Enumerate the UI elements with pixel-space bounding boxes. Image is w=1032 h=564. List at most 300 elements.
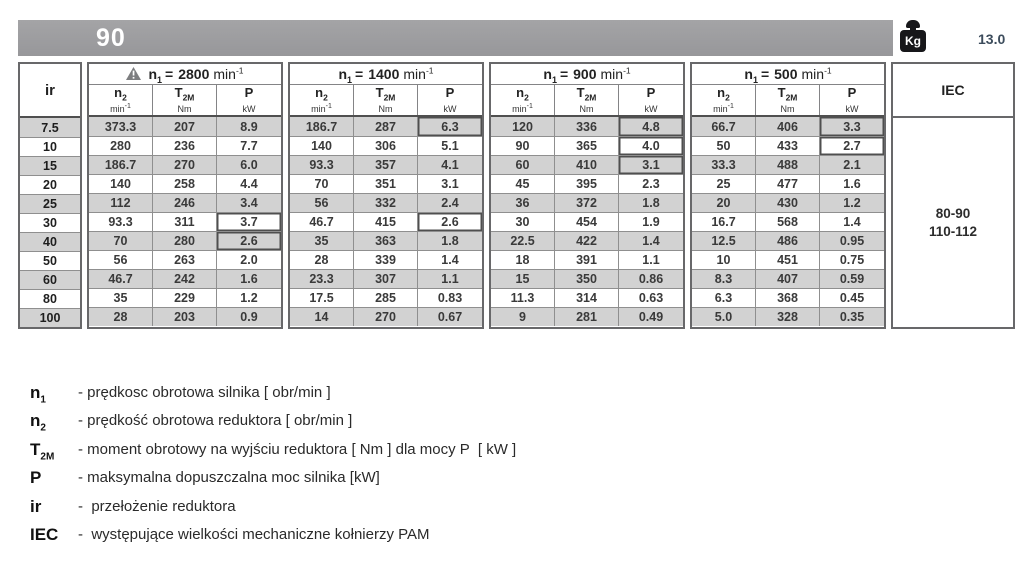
weight-indicator: [898, 18, 1023, 60]
column-header: [418, 85, 482, 115]
table-cell: 14: [290, 307, 354, 326]
model-number: 90: [96, 24, 126, 52]
table-cell: 488: [756, 155, 820, 174]
column-header: [217, 85, 281, 115]
n1-unit: min: [600, 66, 624, 82]
legend-symbol: [30, 441, 78, 462]
n1-value: 900: [573, 66, 597, 82]
column-symbol: [516, 86, 529, 102]
legend-item: [30, 469, 516, 490]
column-header: [290, 85, 354, 115]
table-cell: 186.7: [89, 155, 153, 174]
table-cell: 395: [555, 174, 619, 193]
table-cell: 186.7: [290, 117, 354, 136]
legend-sym-sub: 2M: [40, 451, 55, 463]
table-cell: 0.9: [217, 307, 281, 326]
table-cell: 28: [290, 250, 354, 269]
table-cell: 451: [756, 250, 820, 269]
ir-value: 7.5: [20, 118, 80, 137]
table-cell: 203: [153, 307, 217, 326]
n1-unit-sup: -1: [425, 65, 434, 76]
group-header: [491, 64, 683, 85]
table-cell: 45: [491, 174, 555, 193]
table-cell: 0.35: [820, 307, 884, 326]
col-unit: Nm: [579, 103, 594, 114]
column-unit: [178, 103, 192, 114]
iec-value: 110-112: [928, 223, 978, 239]
column-symbol: [245, 86, 254, 102]
column-symbol: [848, 86, 857, 102]
n1-symbol: n: [148, 66, 158, 82]
n1-value: 1400: [368, 66, 400, 82]
col-unit-sup: -1: [727, 102, 734, 110]
table-cell: 306: [354, 136, 418, 155]
table-cell: 285: [354, 288, 418, 307]
weight-value: 13.0: [978, 31, 1006, 47]
n1-unit-sup: -1: [824, 65, 832, 76]
column-symbol: [376, 86, 396, 102]
column-symbol: [315, 86, 328, 102]
legend-symbol: [30, 498, 78, 519]
group-header: [692, 64, 884, 85]
ir-value: 25: [20, 194, 80, 213]
table-cell: 0.86: [619, 269, 683, 288]
legend-item: [30, 384, 516, 405]
col-unit: min: [713, 103, 728, 114]
col-sym: P: [847, 85, 857, 101]
table-cell: 140: [290, 136, 354, 155]
column-symbol: [778, 86, 798, 102]
table-cell: 307: [354, 269, 418, 288]
col-sym: T: [777, 85, 786, 101]
column-header: [619, 85, 683, 115]
column-header: [354, 85, 418, 115]
table-cell: 0.75: [820, 250, 884, 269]
table-cell: 328: [756, 307, 820, 326]
n1-unit: min: [801, 66, 825, 82]
table-cell: 270: [153, 155, 217, 174]
col-sym: n: [315, 85, 324, 101]
header-bar: [18, 20, 893, 56]
table-cell: 339: [354, 250, 418, 269]
table-cell: 229: [153, 288, 217, 307]
table-cell: 2.7: [820, 136, 884, 155]
n1-symbol-sub: 1: [157, 74, 163, 85]
table-cell: 0.63: [619, 288, 683, 307]
table-cell: 93.3: [290, 155, 354, 174]
table-cell: 66.7: [692, 117, 756, 136]
table-cell: 28: [89, 307, 153, 326]
table-cell: 6.0: [217, 155, 281, 174]
table-cell: 7.7: [217, 136, 281, 155]
column-headers: [692, 85, 884, 117]
table-cell: 15: [491, 269, 555, 288]
table-cell: 415: [354, 212, 418, 231]
table-cell: 90: [491, 136, 555, 155]
table-cell: 60: [491, 155, 555, 174]
table-cell: 4.1: [418, 155, 482, 174]
legend-symbol: [30, 526, 78, 547]
column-unit: [846, 103, 859, 114]
ratings-table: [18, 62, 1015, 329]
n1-symbol-sub: 1: [551, 74, 557, 85]
table-cell: 3.1: [418, 174, 482, 193]
n1-unit: min: [403, 66, 426, 82]
kg-weight-body: [900, 30, 926, 52]
column-symbol: [717, 86, 730, 102]
n1-symbol: n: [543, 66, 552, 82]
table-cell: 236: [153, 136, 217, 155]
table-cell: 6.3: [692, 288, 756, 307]
legend-symbol: [30, 384, 78, 405]
table-cell: 22.5: [491, 231, 555, 250]
speed-group-2800: [87, 62, 283, 329]
table-cell: 1.2: [820, 193, 884, 212]
table-cell: 430: [756, 193, 820, 212]
table-cell: 280: [153, 231, 217, 250]
table-cell: 357: [354, 155, 418, 174]
col-sym: n: [114, 85, 123, 101]
table-cell: 46.7: [89, 269, 153, 288]
iec-header: IEC: [893, 64, 1013, 118]
table-cell: 242: [153, 269, 217, 288]
col-sym-sub: 2: [323, 93, 328, 104]
column-unit: [243, 103, 256, 114]
table-cell: 56: [290, 193, 354, 212]
table-cell: 280: [89, 136, 153, 155]
table-cell: 30: [491, 212, 555, 231]
iec-column: [891, 62, 1015, 329]
column-unit: [512, 103, 533, 114]
column-unit: [311, 103, 332, 114]
col-sym-sub: 2: [725, 93, 730, 104]
table-cell: 365: [555, 136, 619, 155]
table-cell: 1.4: [820, 212, 884, 231]
table-cell: 20: [692, 193, 756, 212]
col-unit-sup: -1: [526, 102, 533, 110]
table-cell: 16.7: [692, 212, 756, 231]
col-sym: P: [244, 85, 254, 101]
legend-symbol: [30, 412, 78, 433]
col-unit: min: [110, 103, 125, 114]
table-cell: 4.8: [619, 117, 683, 136]
equals-sign: =: [559, 66, 569, 82]
table-cell: 263: [153, 250, 217, 269]
table-cell: 1.2: [217, 288, 281, 307]
equals-sign: =: [760, 66, 770, 82]
table-cell: 1.4: [619, 231, 683, 250]
table-cell: 25: [692, 174, 756, 193]
table-cell: 407: [756, 269, 820, 288]
table-cell: 314: [555, 288, 619, 307]
table-cell: 1.6: [820, 174, 884, 193]
legend-sym-base: ir: [30, 496, 42, 516]
table-cell: 23.3: [290, 269, 354, 288]
table-cell: 207: [153, 117, 217, 136]
column-unit: [110, 103, 131, 114]
col-sym: P: [646, 85, 656, 101]
table-cell: 0.49: [619, 307, 683, 326]
table-cell: 36: [491, 193, 555, 212]
col-unit-sup: -1: [124, 102, 131, 110]
col-unit: Nm: [177, 103, 192, 114]
column-unit: [580, 103, 594, 114]
col-sym: T: [375, 85, 384, 101]
table-cell: 410: [555, 155, 619, 174]
table-cell: 336: [555, 117, 619, 136]
table-cell: 2.6: [217, 231, 281, 250]
column-header: [555, 85, 619, 115]
table-cell: 0.83: [418, 288, 482, 307]
legend-sym-base: n: [30, 383, 41, 402]
table-cell: 3.1: [619, 155, 683, 174]
legend-sym-base: P: [30, 468, 42, 488]
legend-item: [30, 412, 516, 433]
n1-value: 500: [774, 66, 798, 82]
table-cell: 2.1: [820, 155, 884, 174]
table-cell: 120: [491, 117, 555, 136]
table-cell: 8.9: [217, 117, 281, 136]
table-cell: 1.8: [619, 193, 683, 212]
col-unit: Nm: [378, 103, 393, 114]
table-cell: 372: [555, 193, 619, 212]
legend-text: - prędkość obrotowa reduktora [ obr/min ]: [78, 412, 353, 430]
table-cell: 70: [89, 231, 153, 250]
table-cell: 3.4: [217, 193, 281, 212]
table-cell: 477: [756, 174, 820, 193]
table-cell: 454: [555, 212, 619, 231]
table-cell: 406: [756, 117, 820, 136]
table-cell: 4.0: [619, 136, 683, 155]
ir-column: [18, 62, 82, 329]
legend-item: [30, 498, 516, 519]
group-body: [89, 117, 281, 326]
column-header: [89, 85, 153, 115]
kg-icon-label: Kg: [905, 34, 921, 48]
legend-text: - przełożenie reduktora: [78, 497, 236, 515]
table-cell: 391: [555, 250, 619, 269]
col-unit: kW: [242, 103, 256, 114]
col-sym-sub: 2M: [584, 93, 597, 104]
col-sym-sub: 2M: [383, 93, 396, 104]
column-unit: [444, 103, 457, 114]
column-header: [153, 85, 217, 115]
table-cell: 332: [354, 193, 418, 212]
col-sym: n: [516, 85, 525, 101]
kg-weight-icon: [898, 18, 928, 56]
col-unit: kW: [845, 103, 859, 114]
column-unit: [379, 103, 393, 114]
table-cell: 35: [290, 231, 354, 250]
n1-unit-sup: -1: [235, 65, 244, 76]
table-cell: 35: [89, 288, 153, 307]
column-header: [491, 85, 555, 115]
table-cell: 1.4: [418, 250, 482, 269]
table-cell: 373.3: [89, 117, 153, 136]
table-cell: 2.0: [217, 250, 281, 269]
ir-value: 20: [20, 175, 80, 194]
table-cell: 311: [153, 212, 217, 231]
column-symbol: [175, 86, 195, 102]
col-sym: T: [174, 85, 183, 101]
col-unit: min: [311, 103, 326, 114]
legend-sym-sub: 2: [40, 422, 46, 434]
table-cell: 1.6: [217, 269, 281, 288]
table-cell: 4.4: [217, 174, 281, 193]
ir-value: 30: [20, 213, 80, 232]
table-cell: 12.5: [692, 231, 756, 250]
group-body: [692, 117, 884, 326]
column-header: [692, 85, 756, 115]
ir-value: 60: [20, 270, 80, 289]
table-cell: 350: [555, 269, 619, 288]
column-unit: [645, 103, 658, 114]
table-cell: 281: [555, 307, 619, 326]
n1-symbol-sub: 1: [347, 74, 353, 85]
table-cell: 112: [89, 193, 153, 212]
table-cell: 70: [290, 174, 354, 193]
col-unit: kW: [443, 103, 457, 114]
speed-group-500: [690, 62, 886, 329]
table-cell: 56: [89, 250, 153, 269]
col-sym: T: [576, 85, 585, 101]
col-sym-sub: 2: [524, 93, 529, 104]
legend-item: [30, 526, 516, 547]
table-cell: 1.1: [619, 250, 683, 269]
table-cell: 17.5: [290, 288, 354, 307]
table-cell: 5.0: [692, 307, 756, 326]
table-cell: 10: [692, 250, 756, 269]
n1-unit: min: [213, 66, 236, 82]
table-cell: 1.1: [418, 269, 482, 288]
ir-value: 15: [20, 156, 80, 175]
col-unit-sup: -1: [325, 102, 332, 110]
column-headers: [290, 85, 482, 117]
ir-value: 100: [20, 308, 80, 327]
col-sym-sub: 2M: [182, 93, 195, 104]
table-cell: 0.67: [418, 307, 482, 326]
legend-sym-sub: 1: [40, 394, 46, 406]
ir-value: 40: [20, 232, 80, 251]
ir-value: 80: [20, 289, 80, 308]
table-cell: 363: [354, 231, 418, 250]
warning-icon: [126, 65, 141, 85]
ir-value: 50: [20, 251, 80, 270]
column-symbol: [446, 86, 455, 102]
table-cell: 1.9: [619, 212, 683, 231]
table-cell: 287: [354, 117, 418, 136]
table-cell: 3.7: [217, 212, 281, 231]
table-cell: 6.3: [418, 117, 482, 136]
col-unit: kW: [644, 103, 658, 114]
col-sym-sub: 2M: [785, 93, 798, 104]
table-cell: 2.4: [418, 193, 482, 212]
table-cell: 50: [692, 136, 756, 155]
column-header: [756, 85, 820, 115]
ir-value: 10: [20, 137, 80, 156]
legend-text: - prędkosc obrotowa silnika [ obr/min ]: [78, 384, 331, 401]
table-cell: 246: [153, 193, 217, 212]
legend-sym-base: IEC: [30, 524, 59, 544]
table-cell: 0.95: [820, 231, 884, 250]
group-header: [290, 64, 482, 85]
legend: [30, 384, 516, 554]
col-unit: min: [512, 103, 527, 114]
table-cell: 93.3: [89, 212, 153, 231]
n1-symbol: n: [744, 66, 753, 82]
table-cell: 33.3: [692, 155, 756, 174]
column-symbol: [114, 86, 127, 102]
col-unit: Nm: [780, 103, 795, 114]
legend-symbol: [30, 469, 78, 490]
column-symbol: [647, 86, 656, 102]
table-cell: 368: [756, 288, 820, 307]
legend-sym-base: T: [30, 439, 41, 459]
group-body: [491, 117, 683, 326]
legend-sym-base: n: [30, 411, 41, 431]
group-body: [290, 117, 482, 326]
column-unit: [713, 103, 734, 114]
table-cell: 11.3: [491, 288, 555, 307]
iec-value: 80-90: [935, 205, 971, 221]
column-symbol: [577, 86, 597, 102]
table-cell: 2.6: [418, 212, 482, 231]
column-headers: [89, 85, 281, 117]
speed-group-900: [489, 62, 685, 329]
column-headers: [491, 85, 683, 117]
table-cell: 46.7: [290, 212, 354, 231]
legend-item: [30, 441, 516, 462]
col-sym: P: [445, 85, 455, 101]
col-sym-sub: 2: [122, 93, 127, 104]
n1-symbol-sub: 1: [752, 74, 758, 85]
table-cell: 258: [153, 174, 217, 193]
column-unit: [781, 103, 795, 114]
table-cell: 0.59: [820, 269, 884, 288]
n1-unit-sup: -1: [623, 65, 631, 76]
table-cell: 3.3: [820, 117, 884, 136]
legend-text: - moment obrotowy na wyjściu reduktora [ Nm ] dla mocy P [ kW ]: [78, 440, 517, 458]
table-cell: 5.1: [418, 136, 482, 155]
table-cell: 9: [491, 307, 555, 326]
table-cell: 1.8: [418, 231, 482, 250]
n1-value: 2800: [178, 66, 210, 82]
table-cell: 0.45: [820, 288, 884, 307]
iec-values: [893, 118, 1013, 327]
table-cell: 140: [89, 174, 153, 193]
equals-sign: =: [355, 66, 364, 82]
table-cell: 422: [555, 231, 619, 250]
table-cell: 18: [491, 250, 555, 269]
legend-text: - występujące wielkości mechaniczne kołnierzy PAM: [78, 525, 430, 543]
table-cell: 270: [354, 307, 418, 326]
speed-group-1400: [288, 62, 484, 329]
col-sym: n: [717, 85, 726, 101]
table-cell: 351: [354, 174, 418, 193]
table-cell: 433: [756, 136, 820, 155]
equals-sign: =: [165, 66, 174, 82]
table-cell: 486: [756, 231, 820, 250]
n1-symbol: n: [338, 66, 348, 82]
column-header: [820, 85, 884, 115]
table-cell: 568: [756, 212, 820, 231]
legend-text: - maksymalna dopuszczalna moc silnika [kW]: [78, 469, 380, 487]
table-cell: 8.3: [692, 269, 756, 288]
ir-body: [20, 118, 80, 327]
table-cell: 2.3: [619, 174, 683, 193]
ir-header: ir: [20, 64, 80, 118]
group-header: [89, 64, 281, 85]
